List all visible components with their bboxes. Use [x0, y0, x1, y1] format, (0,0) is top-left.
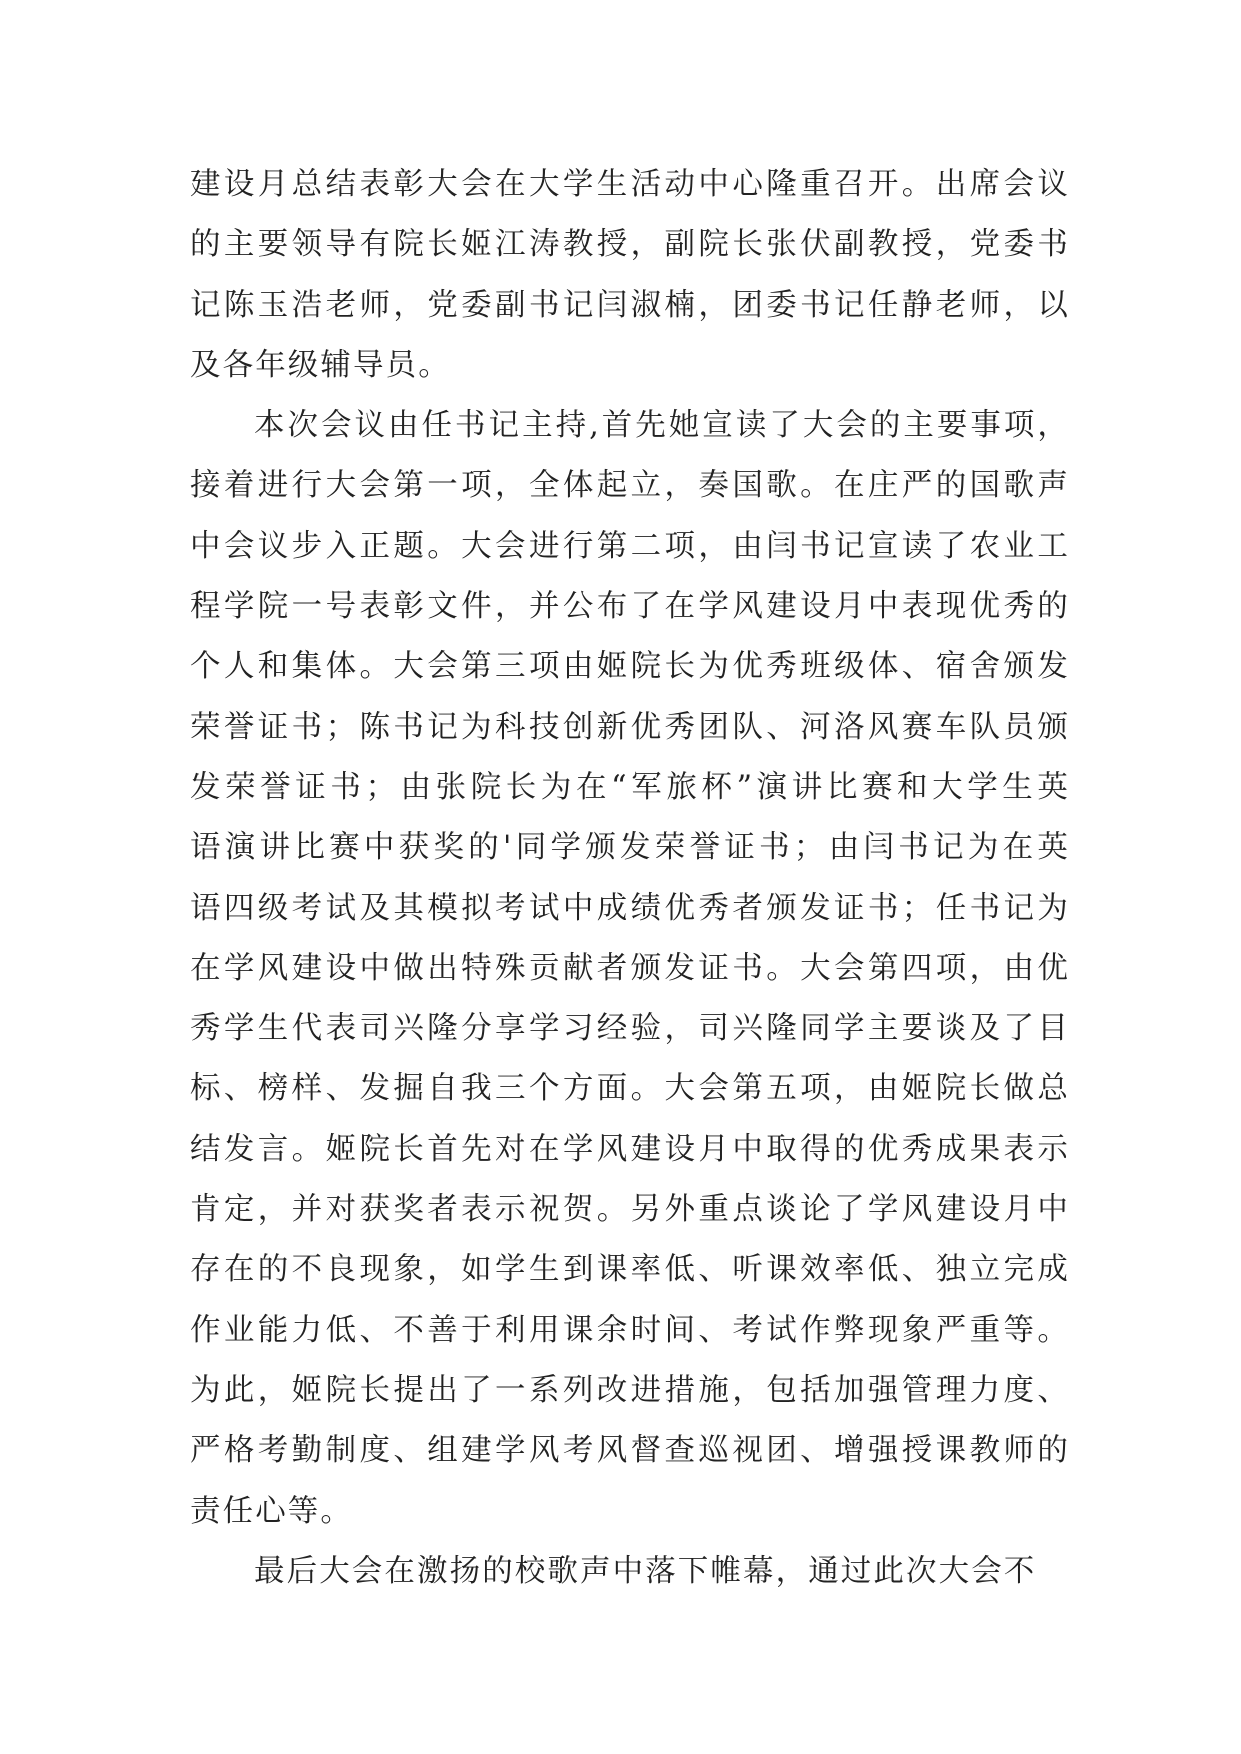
text-line: 建设月总结表彰大会在大学生活动中心隆重召开。出席会议 [190, 167, 1070, 202]
text-line: 秀学生代表司兴隆分享学习经验，司兴隆同学主要谈及了目 [190, 1011, 1070, 1047]
text-line: 语四级考试及其模拟考试中成绩优秀者颁发证书；任书记为 [190, 890, 1070, 926]
text-line: 存在的不良现象，如学生到课率低、听课效率低、独立完成 [190, 1252, 1070, 1288]
text-line: 最后大会在激扬的校歌声中落下帷幕，通过此次大会不 [254, 1553, 1037, 1589]
text-line: 标、榜样、发掘自我三个方面。大会第五项，由姬院长做总 [190, 1071, 1070, 1107]
text-line: 及各年级辅导员。 [190, 347, 451, 383]
text-line: 在学风建设中做出特殊贡献者颁发证书。大会第四项，由优 [190, 950, 1070, 986]
text-line: 结发言。姬院长首先对在学风建设月中取得的优秀成果表示 [190, 1131, 1070, 1167]
body-text [190, 155, 1070, 1602]
text-line: 个人和集体。大会第三项由姬院长为优秀班级体、宿舍颁发 [190, 649, 1070, 685]
text-line: 作业能力低、不善于利用课余时间、考试作弊现象严重等。 [190, 1312, 1070, 1348]
paragraph-1 [190, 155, 1070, 396]
text-line: 荣誉证书；陈书记为科技创新优秀团队、河洛风赛车队员颁 [190, 709, 1070, 745]
text-line: 接着进行大会第一项，全体起立，奏国歌。在庄严的国歌声 [190, 468, 1070, 504]
text-line: 发荣誉证书；由张院长为在“军旅杯”演讲比赛和大学生英 [190, 769, 1070, 805]
text-line: 肯定，并对获奖者表示祝贺。另外重点谈论了学风建设月中 [190, 1192, 1070, 1228]
text-line: 为此，姬院长提出了一系列改进措施，包括加强管理力度、 [190, 1372, 1070, 1408]
text-line: 本次会议由任书记主持,首先她宣读了大会的主要事项， [254, 408, 1070, 444]
paragraph-3 [190, 1542, 1070, 1602]
paragraph-2 [190, 396, 1070, 1542]
text-line: 中会议步入正题。大会进行第二项，由闫书记宣读了农业工 [190, 528, 1070, 564]
text-line: 语演讲比赛中获奖的'同学颁发荣誉证书；由闫书记为在英 [190, 830, 1070, 866]
text-line: 严格考勤制度、组建学风考风督查巡视团、增强授课教师的 [190, 1433, 1070, 1469]
text-line: 记陈玉浩老师，党委副书记闫淑楠，团委书记任静老师，以 [190, 287, 1070, 323]
text-line: 责任心等。 [190, 1493, 353, 1529]
text-line: 程学院一号表彰文件，并公布了在学风建设月中表现优秀的 [190, 589, 1070, 625]
text-line: 的主要领导有院长姬江涛教授，副院长张伏副教授，党委书 [190, 227, 1070, 263]
